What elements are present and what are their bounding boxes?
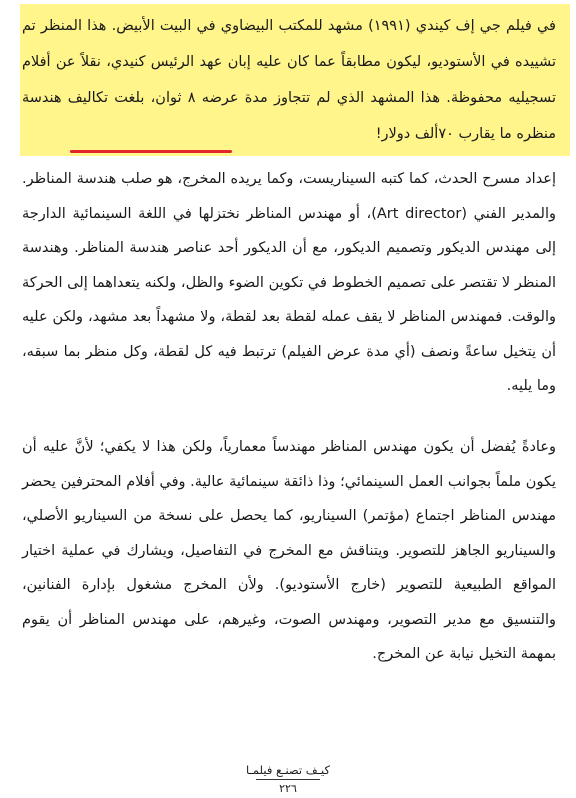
footer-book-title: كيـف تصنـع فيلمـا <box>246 763 330 777</box>
body-paragraph-1: إعداد مسرح الحدث، كما كتبه السيناريست، وكما يريده المخرج، هو صلب هندسة المناظر. والمدير الفني (Art director)، أو مهندس المناظر نختزلها في اللغة السينمائية الدارجة إلى مهندس الديكور وتصميم الديكور، مع أن الديكور أحد عناصر هندسة المناظر. وهندسة المنظر لا تقتصر على تصميم الخطوط في تكوين الضوء والظل، ولكنه يتعداهما إلى الحركة والوقت. فمهندس المناظر لا يقف عمله لقطة بعد لقطة، ولا مشهداً بعد مشهد، ولكن عليه أن يتخيل ساعةً ونصف (أي مدة عرض الفيلم) ترتبط فيه كل لقطة، وكل منظر بما سبقه، وما يليه. <box>22 171 556 394</box>
highlighted-paragraph: في فيلم جي إف كيندي (١٩٩١) مشهد للمكتب البيضاوي في البيت الأبيض. هذا المنظر تم تشييده في الأستوديو، ليكون مطابقاً عما كان عليه إبان عهد الرئيس كنيدي، نقلاً عن أفلام تسجيليه محفوظة. هذا المشهد الذي لم تتجاوز مدة عرضه ٨ ثوان، بلغت تكاليف هندسة منظره ما يقارب ٧٠ألف دولار! <box>22 18 556 142</box>
red-underline-mark <box>70 150 232 153</box>
page-number: ٢٢٦ <box>279 782 297 795</box>
footer-divider <box>256 779 320 780</box>
body-paragraph-2: وعادةً يُفضل أن يكون مهندس المناظر مهندساً معمارياً، ولكن هذا لا يكفي؛ لأنَّ عليه أن يكون ملماً بجوانب العمل السينمائي؛ وذا ذائقة سينمائية عالية. وفي أفلام المحترفين يحضر مهندس المناظر اجتماع (مؤتمر) السيناريو، كما يحصل على نسخة من السيناريو الأصلي، والسيناريو الجاهز للتصوير. ويتناقش مع المخرج في التفاصيل، ويشارك في عملية اختيار المواقع الطبيعية للتصوير (خارج الأستوديو). ولأن المخرج مشغول بإدارة الفنانين، والتنسيق مع مدير التصوير، ومهندس الصوت، وغيرهم، على مهندس المناظر أن يقوم بمهمة التخيل نيابة عن المخرج. <box>22 439 556 662</box>
